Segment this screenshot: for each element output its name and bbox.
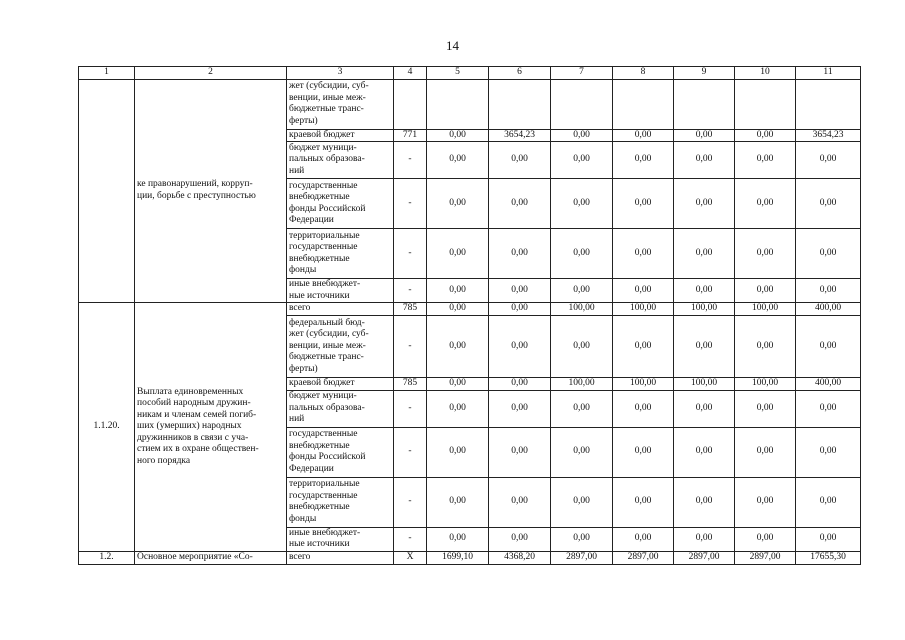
amount-cell: 0,00 [551, 390, 613, 427]
amount-cell: 0,00 [427, 279, 489, 303]
amount-cell: 0,00 [735, 229, 796, 279]
column-header: 11 [796, 67, 861, 80]
amount-cell: 2897,00 [735, 551, 796, 564]
amount-cell: 0,00 [613, 229, 674, 279]
funding-source: государственные внебюджетные фонды Российской Федерации [287, 179, 394, 229]
amount-cell: 100,00 [551, 303, 613, 316]
column-header: 3 [287, 67, 394, 80]
amount-cell: 0,00 [427, 316, 489, 378]
budget-code-cell: - [394, 316, 427, 378]
amount-cell: 2897,00 [674, 551, 735, 564]
amount-cell: 0,00 [427, 527, 489, 551]
amount-cell: 0,00 [489, 316, 551, 378]
budget-code-cell: - [394, 477, 427, 527]
amount-cell: 0,00 [674, 390, 735, 427]
amount-cell: 0,00 [489, 142, 551, 179]
item-description: Основное мероприятие «Со- [135, 551, 287, 564]
amount-cell: 1699,10 [427, 551, 489, 564]
funding-source: краевой бюджет [287, 378, 394, 391]
amount-cell: 0,00 [613, 390, 674, 427]
amount-cell: 3654,23 [489, 129, 551, 142]
column-header: 8 [613, 67, 674, 80]
amount-cell: 0,00 [735, 477, 796, 527]
page-number: 14 [446, 38, 459, 53]
amount-cell: 0,00 [735, 427, 796, 477]
budget-code-cell: 771 [394, 129, 427, 142]
funding-source: государственные внебюджетные фонды Российской Федерации [287, 427, 394, 477]
amount-cell: 0,00 [613, 129, 674, 142]
funding-source: иные внебюджет- ные источники [287, 279, 394, 303]
budget-code-cell: 785 [394, 378, 427, 391]
amount-cell: 0,00 [735, 390, 796, 427]
amount-cell [735, 79, 796, 129]
item-description: Выплата единовременных пособий народным дружин- никам и членам семей погиб- ших (умерших) народных дружинников в связи с уча- стием их в охране обществен- ного порядка [135, 303, 287, 552]
item-description: ке правонарушений, корруп- ции, борьбе с преступностью [135, 79, 287, 303]
budget-code-cell: - [394, 179, 427, 229]
amount-cell: 0,00 [489, 279, 551, 303]
amount-cell: 2897,00 [613, 551, 674, 564]
amount-cell: 0,00 [796, 477, 861, 527]
amount-cell: 400,00 [796, 303, 861, 316]
amount-cell: 0,00 [674, 279, 735, 303]
amount-cell: 0,00 [489, 477, 551, 527]
amount-cell: 0,00 [551, 427, 613, 477]
amount-cell [674, 79, 735, 129]
item-code: 1.2. [79, 551, 135, 564]
item-code [79, 79, 135, 303]
amount-cell: 3654,23 [796, 129, 861, 142]
amount-cell: 0,00 [551, 527, 613, 551]
budget-code-cell: - [394, 527, 427, 551]
amount-cell: 0,00 [613, 279, 674, 303]
amount-cell: 0,00 [735, 142, 796, 179]
amount-cell: 0,00 [489, 229, 551, 279]
funding-source: бюджет муници- пальных образова- ний [287, 142, 394, 179]
amount-cell: 0,00 [674, 316, 735, 378]
budget-code-cell [394, 79, 427, 129]
amount-cell: 100,00 [674, 303, 735, 316]
amount-cell: 0,00 [427, 229, 489, 279]
amount-cell: 100,00 [551, 378, 613, 391]
table-row [79, 303, 861, 316]
amount-cell: 0,00 [551, 129, 613, 142]
amount-cell: 0,00 [489, 378, 551, 391]
amount-cell: 0,00 [674, 427, 735, 477]
amount-cell: 0,00 [613, 427, 674, 477]
amount-cell: 0,00 [427, 179, 489, 229]
funding-source: территориальные государственные внебюджетные фонды [287, 477, 394, 527]
amount-cell: 0,00 [551, 179, 613, 229]
amount-cell: 0,00 [551, 316, 613, 378]
amount-cell: 100,00 [613, 378, 674, 391]
funding-source: всего [287, 303, 394, 316]
amount-cell: 0,00 [674, 142, 735, 179]
budget-table [78, 66, 861, 565]
amount-cell: 0,00 [427, 390, 489, 427]
column-header: 1 [79, 67, 135, 80]
amount-cell: 0,00 [551, 229, 613, 279]
amount-cell: 100,00 [674, 378, 735, 391]
amount-cell: 0,00 [735, 179, 796, 229]
amount-cell: 0,00 [427, 477, 489, 527]
amount-cell: 0,00 [551, 477, 613, 527]
amount-cell: 2897,00 [551, 551, 613, 564]
amount-cell: 0,00 [674, 527, 735, 551]
column-header: 10 [735, 67, 796, 80]
amount-cell: 0,00 [613, 142, 674, 179]
funding-source: территориальные государственные внебюджетные фонды [287, 229, 394, 279]
amount-cell: 0,00 [796, 427, 861, 477]
funding-source: всего [287, 551, 394, 564]
amount-cell: 0,00 [796, 229, 861, 279]
amount-cell: 0,00 [735, 316, 796, 378]
amount-cell: 0,00 [796, 527, 861, 551]
column-number-row [79, 67, 861, 80]
amount-cell: 0,00 [427, 142, 489, 179]
amount-cell: 0,00 [489, 390, 551, 427]
amount-cell [489, 79, 551, 129]
amount-cell: 0,00 [613, 316, 674, 378]
funding-source: иные внебюджет- ные источники [287, 527, 394, 551]
amount-cell [796, 79, 861, 129]
amount-cell [613, 79, 674, 129]
amount-cell: 0,00 [551, 142, 613, 179]
funding-source: бюджет муници- пальных образова- ний [287, 390, 394, 427]
amount-cell: 4368,20 [489, 551, 551, 564]
amount-cell: 0,00 [427, 378, 489, 391]
amount-cell [427, 79, 489, 129]
amount-cell: 0,00 [796, 316, 861, 378]
column-header: 4 [394, 67, 427, 80]
amount-cell: 0,00 [489, 527, 551, 551]
funding-source: федеральный бюд- жет (субсидии, суб- венции, иные меж- бюджетные транс- ферты) [287, 316, 394, 378]
amount-cell: 0,00 [796, 179, 861, 229]
amount-cell: 0,00 [489, 427, 551, 477]
table-row [79, 551, 861, 564]
amount-cell: 0,00 [735, 527, 796, 551]
amount-cell: 0,00 [796, 142, 861, 179]
amount-cell: 400,00 [796, 378, 861, 391]
amount-cell: 0,00 [427, 129, 489, 142]
budget-code-cell: 785 [394, 303, 427, 316]
column-header: 9 [674, 67, 735, 80]
funding-source: жет (субсидии, суб- венции, иные меж- бюджетные транс- ферты) [287, 79, 394, 129]
amount-cell: 0,00 [613, 527, 674, 551]
amount-cell: 0,00 [489, 303, 551, 316]
item-code: 1.1.20. [79, 303, 135, 552]
amount-cell: 0,00 [674, 129, 735, 142]
amount-cell: 0,00 [613, 477, 674, 527]
amount-cell: 0,00 [796, 390, 861, 427]
amount-cell: 100,00 [613, 303, 674, 316]
amount-cell: 0,00 [613, 179, 674, 229]
amount-cell: 0,00 [427, 303, 489, 316]
amount-cell: 100,00 [735, 378, 796, 391]
budget-code-cell: - [394, 390, 427, 427]
budget-code-cell: Х [394, 551, 427, 564]
budget-code-cell: - [394, 142, 427, 179]
column-header: 6 [489, 67, 551, 80]
amount-cell: 0,00 [674, 477, 735, 527]
column-header: 2 [135, 67, 287, 80]
budget-code-cell: - [394, 229, 427, 279]
amount-cell: 0,00 [489, 179, 551, 229]
amount-cell: 0,00 [551, 279, 613, 303]
amount-cell [551, 79, 613, 129]
amount-cell: 0,00 [674, 179, 735, 229]
budget-code-cell: - [394, 427, 427, 477]
column-header: 5 [427, 67, 489, 80]
budget-code-cell: - [394, 279, 427, 303]
table-row [79, 79, 861, 129]
funding-source: краевой бюджет [287, 129, 394, 142]
amount-cell: 0,00 [674, 229, 735, 279]
column-header: 7 [551, 67, 613, 80]
amount-cell: 17655,30 [796, 551, 861, 564]
amount-cell: 0,00 [427, 427, 489, 477]
amount-cell: 0,00 [796, 279, 861, 303]
table-body [79, 79, 861, 564]
amount-cell: 0,00 [735, 279, 796, 303]
amount-cell: 0,00 [735, 129, 796, 142]
amount-cell: 100,00 [735, 303, 796, 316]
